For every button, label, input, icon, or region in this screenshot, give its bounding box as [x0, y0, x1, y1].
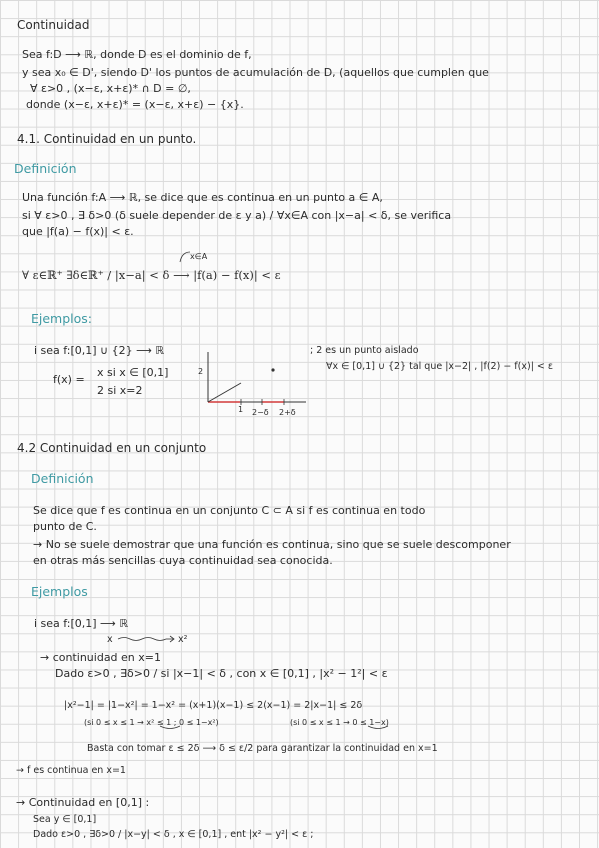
definition-label-1: Definición [14, 161, 77, 176]
intro-line-3: ∀ ε>0 , (x−ε, x+ε)* ∩ D = ∅, [30, 82, 191, 95]
definition-2-line-1: Se dice que f es continua en un conjunto C ⊂ A si f es continua en todo [33, 504, 426, 517]
examples-label-2: Ejemplos [31, 584, 88, 599]
example-1-definition: i sea f:[0,1] ∪ {2} ⟶ ℝ [34, 344, 165, 357]
epsilon-delta-statement: Dado ε>0 , ∃δ>0 / si |x−1| < δ , con x ∈ [0,1] , |x² − 1²| < ε [55, 667, 388, 680]
intro-line-4: donde (x−ε, x+ε)* = (x−ε, x+ε) − {x}. [26, 98, 244, 111]
continuity-conclusion: → f es continua en x=1 [16, 765, 126, 776]
basta-conclusion: Basta con tomar ε ≤ 2δ ⟶ δ ≤ ε/2 para garantizar la continuidad en x=1 [87, 743, 438, 754]
condition-1-underbrace [160, 726, 180, 729]
mapping-from: x [107, 634, 113, 645]
interval-continuity-title: → Continuidad en [0,1] : [16, 796, 150, 809]
continuity-at-point: → continuidad en x=1 [40, 651, 161, 664]
interval-line-1: Sea y ∈ [0,1] [33, 814, 97, 825]
graph-y-label: 2 [198, 367, 204, 376]
condition-2: (si 0 ≤ x ≤ 1 → 0 ≤ 1−x) [290, 718, 389, 727]
isolated-point-condition: ∀x ∈ [0,1] ∪ {2} tal que |x−2| , |f(2) − f(x)| < ε [326, 361, 554, 372]
definition-1-line-3: que |f(a) − f(x)| < ε. [22, 225, 134, 238]
condition-2-underbrace [368, 726, 388, 729]
isolated-point-note: ; 2 es un punto aislado [310, 345, 419, 356]
graph-tick-1: 1 [238, 405, 244, 414]
condition-1: (si 0 ≤ x ≤ 1 → x² ≤ 1 ; 0 ≤ 1−x²) [84, 718, 219, 727]
definition-1-line-2: si ∀ ε>0 , ∃ δ>0 (δ suele depender de ε y a) / ∀x∈A con |x−a| < δ, se verifica [22, 209, 452, 222]
graph-tick-2: 2−δ [252, 408, 269, 417]
piecewise-case-2: 2 si x=2 [97, 384, 143, 397]
examples-label-1: Ejemplos: [31, 311, 93, 326]
section-heading-4-2: 4.2 Continuidad en un conjunto [17, 441, 207, 455]
mapping-to: x² [178, 634, 188, 645]
continuity-formula: ∀ ε∈ℝ⁺ ∃δ∈ℝ⁺ / |x−a| < δ ⟶ |f(a) − f(x)| < ε [22, 268, 281, 282]
inequality-chain: |x²−1| = |1−x²| = 1−x² = (x+1)(x−1) ≤ 2(x−1) = 2|x−1| ≤ 2δ [64, 700, 363, 711]
section-heading-4-1: 4.1. Continuidad en un punto. [17, 132, 197, 146]
definition-2-line-3: → No se suele demostrar que una función es continua, sino que se suele descomponer [33, 538, 511, 551]
page-title: Continuidad [17, 18, 90, 32]
definition-2-line-4: en otras más sencillas cuya continuidad sea conocida. [33, 554, 333, 567]
piecewise-case-1: x si x ∈ [0,1] [97, 366, 169, 379]
definition-label-2: Definición [31, 471, 94, 486]
graph-linear-piece [208, 383, 241, 402]
intro-line-2: y sea x₀ ∈ D', siendo D' los puntos de acumulación de D, (aquellos que cumplen que [22, 66, 489, 79]
piecewise-lhs: f(x) = [53, 373, 85, 386]
graph-tick-3: 2+δ [279, 408, 296, 417]
interval-line-2: Dado ε>0 , ∃δ>0 / |x−y| < δ , x ∈ [0,1] , ent |x² − y²| < ε ; [33, 829, 314, 840]
definition-1-line-1: Una función f:A ⟶ ℝ, se dice que es continua en un punto a ∈ A, [22, 191, 383, 204]
formula-note: x∈A [190, 252, 208, 261]
definition-2-line-2: punto de C. [33, 520, 97, 533]
example-2-definition: i sea f:[0,1] ⟶ ℝ [34, 617, 129, 630]
mapping-arrow [118, 638, 166, 641]
graph-isolated-point [271, 368, 274, 371]
formula-note-arrow [180, 252, 190, 262]
intro-line-1: Sea f:D ⟶ ℝ, donde D es el dominio de f, [22, 48, 252, 61]
